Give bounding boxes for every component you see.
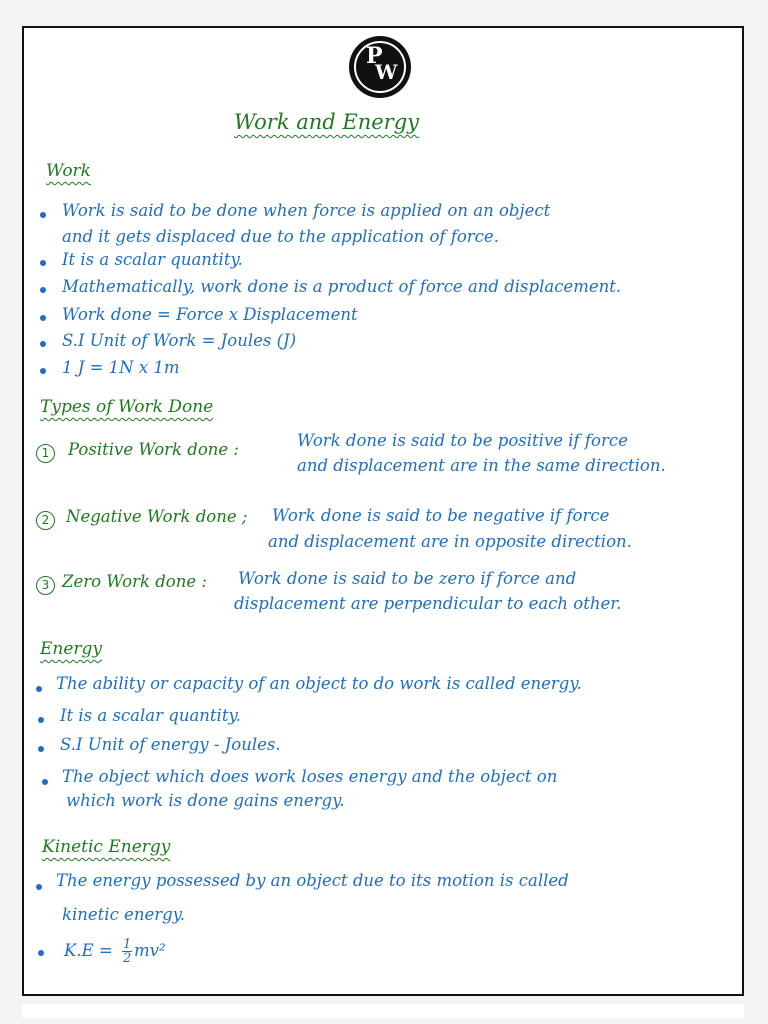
work-heading: Work bbox=[46, 161, 91, 181]
kinetic-bullet-1 bbox=[36, 884, 42, 890]
types-heading: Types of Work Done bbox=[40, 397, 214, 417]
page-title: Work and Energy bbox=[234, 110, 420, 134]
kinetic-heading: Kinetic Energy bbox=[42, 837, 171, 857]
kinetic-formula-rhs: mv² bbox=[134, 941, 166, 960]
kinetic-line-1: The energy possessed by an object due to its motion is called bbox=[56, 871, 569, 890]
pw-logo-p: P bbox=[366, 43, 383, 69]
type-2-label: Negative Work done ; bbox=[66, 507, 248, 526]
work-line-5: Work done = Force x Displacement bbox=[62, 305, 358, 324]
type-3-line-2: displacement are perpendicular to each other. bbox=[234, 594, 622, 613]
pw-logo bbox=[349, 36, 411, 98]
work-line-3: It is a scalar quantity. bbox=[62, 250, 243, 269]
type-1-line-2: and displacement are in the same direction. bbox=[297, 456, 666, 475]
energy-line-1: The ability or capacity of an object to do work is called energy. bbox=[56, 674, 582, 693]
work-bullet-3 bbox=[40, 287, 46, 293]
work-bullet-1 bbox=[40, 212, 46, 218]
work-line-4: Mathematically, work done is a product of force and displacement. bbox=[62, 277, 622, 296]
type-2-line-1: Work done is said to be negative if force bbox=[272, 506, 610, 525]
work-bullet-5 bbox=[40, 341, 46, 347]
work-line-1: Work is said to be done when force is applied on an object bbox=[62, 201, 551, 220]
work-line-2: and it gets displaced due to the application of force. bbox=[62, 227, 499, 246]
energy-line-2: It is a scalar quantity. bbox=[60, 706, 241, 725]
energy-line-3: S.I Unit of energy - Joules. bbox=[60, 735, 281, 754]
bottom-strip bbox=[22, 1004, 744, 1018]
work-bullet-6 bbox=[40, 368, 46, 374]
kinetic-line-2: kinetic energy. bbox=[62, 905, 186, 924]
work-line-7: 1 J = 1N x 1m bbox=[62, 358, 180, 377]
kinetic-formula-lhs: K.E = bbox=[64, 941, 113, 960]
type-3-label: Zero Work done : bbox=[62, 572, 207, 591]
kinetic-formula-fraction bbox=[122, 938, 132, 965]
type-3-line-1: Work done is said to be zero if force and bbox=[238, 569, 577, 588]
energy-line-4: The object which does work loses energy and the object on bbox=[62, 767, 558, 786]
kinetic-bullet-2 bbox=[38, 950, 44, 956]
work-line-6: S.I Unit of Work = Joules (J) bbox=[62, 331, 297, 350]
type-2-number: 2 bbox=[36, 511, 55, 530]
fraction-denominator: 2 bbox=[123, 951, 132, 966]
energy-bullet-4 bbox=[42, 779, 48, 785]
work-bullet-4 bbox=[40, 315, 46, 321]
type-3-number: 3 bbox=[36, 576, 55, 595]
type-1-line-1: Work done is said to be positive if force bbox=[297, 431, 628, 450]
pw-logo-w: W bbox=[375, 60, 398, 84]
energy-bullet-1 bbox=[36, 686, 42, 692]
fraction-numerator: 1 bbox=[123, 937, 132, 952]
type-1-label: Positive Work done : bbox=[68, 440, 239, 459]
type-1-number: 1 bbox=[36, 444, 55, 463]
work-bullet-2 bbox=[40, 260, 46, 266]
energy-bullet-3 bbox=[38, 746, 44, 752]
energy-heading: Energy bbox=[40, 639, 103, 659]
energy-bullet-2 bbox=[38, 717, 44, 723]
energy-line-5: which work is done gains energy. bbox=[66, 791, 345, 810]
type-2-line-2: and displacement are in opposite direction. bbox=[268, 532, 632, 551]
